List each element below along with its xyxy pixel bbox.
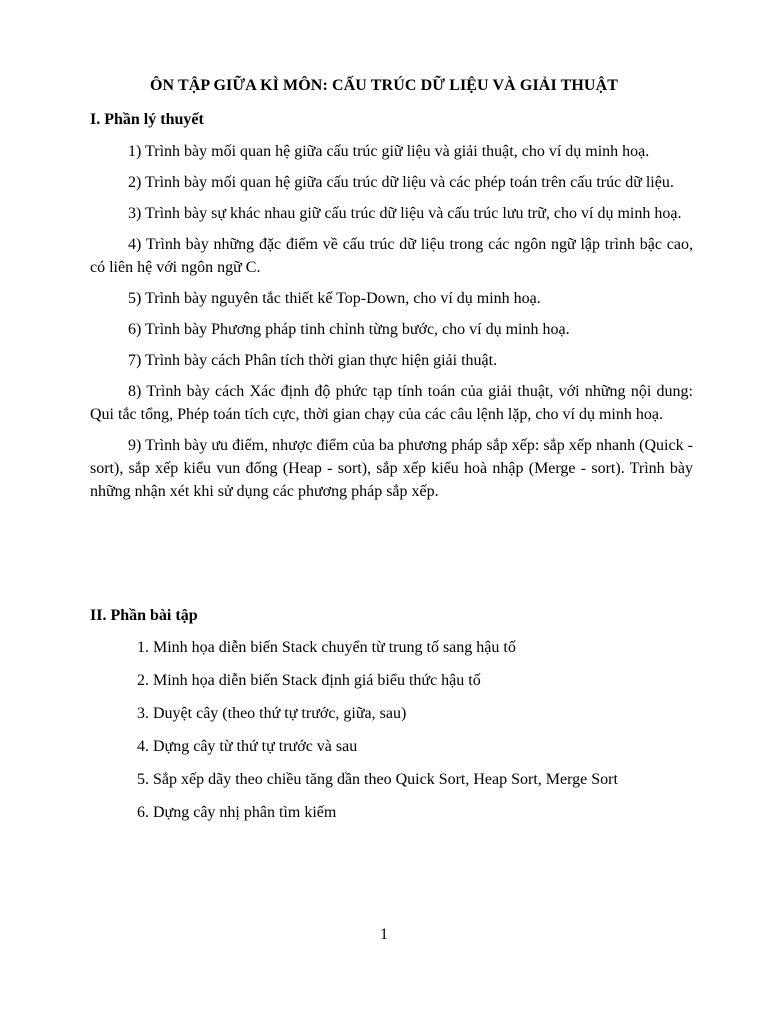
exercise-item-4: 4. Dựng cây từ thứ tự trước và sau xyxy=(137,738,358,755)
exercise-item-2: 2. Minh họa diễn biến Stack định giá biểu thức hậu tố xyxy=(137,672,481,689)
theory-item-5: 5) Trình bày nguyên tắc thiết kế Top-Down, cho ví dụ minh hoạ. xyxy=(128,290,541,307)
theory-list xyxy=(90,140,693,511)
theory-heading: I. Phần lý thuyết xyxy=(90,111,204,128)
theory-item-9: 9) Trình bày ưu điểm, nhược điểm của ba phương pháp sắp xếp: sắp xếp nhanh (Quick - sort), sắp xếp kiểu vun đống (Heap - sort), sắp xếp kiểu hoà nhập (Merge - sort). Trình bày những nhận xét khi sử dụng các phương pháp sắp xếp. xyxy=(90,437,693,500)
theory-item-6: 6) Trình bày Phương pháp tinh chỉnh từng bước, cho ví dụ minh hoạ. xyxy=(128,321,570,338)
exercise-item-6: 6. Dựng cây nhị phân tìm kiếm xyxy=(137,804,337,821)
exercise-list xyxy=(137,637,697,835)
exercise-item-3: 3. Duyệt cây (theo thứ tự trước, giữa, sau) xyxy=(137,705,407,722)
theory-item-3: 3) Trình bày sự khác nhau giữ cấu trúc dữ liệu và cấu trúc lưu trữ, cho ví dụ minh hoạ. xyxy=(128,205,682,222)
theory-item-2: 2) Trình bày mối quan hệ giữa cấu trúc dữ liệu và các phép toán trên cấu trúc dữ liệu. xyxy=(128,174,674,191)
theory-item-8: 8) Trình bày cách Xác định độ phức tạp tính toán của giải thuật, với những nội dung: Qui tắc tổng, Phép toán tích cực, thời gian chạy của các câu lệnh lặp, cho ví dụ minh hoạ. xyxy=(90,383,693,423)
document-title: ÔN TẬP GIỮA KÌ MÔN: CẤU TRÚC DỮ LIỆU VÀ GIẢI THUẬT xyxy=(149,77,618,94)
theory-item-7: 7) Trình bày cách Phân tích thời gian thực hiện giải thuật. xyxy=(128,352,498,369)
page-number: 1 xyxy=(380,926,388,943)
exercises-heading: II. Phần bài tập xyxy=(90,607,198,624)
theory-item-1: 1) Trình bày mối quan hệ giữa cấu trúc giữ liệu và giải thuật, cho ví dụ minh hoạ. xyxy=(128,143,650,160)
theory-item-4: 4) Trình bày những đặc điểm về cấu trúc dữ liệu trong các ngôn ngữ lập trình bậc cao, có liên hệ với ngôn ngữ C. xyxy=(90,236,693,276)
exercise-item-5: 5. Sắp xếp dãy theo chiều tăng dần theo Quick Sort, Heap Sort, Merge Sort xyxy=(137,771,618,788)
exercise-item-1: 1. Minh họa diễn biến Stack chuyển từ trung tố sang hậu tố xyxy=(137,639,516,656)
